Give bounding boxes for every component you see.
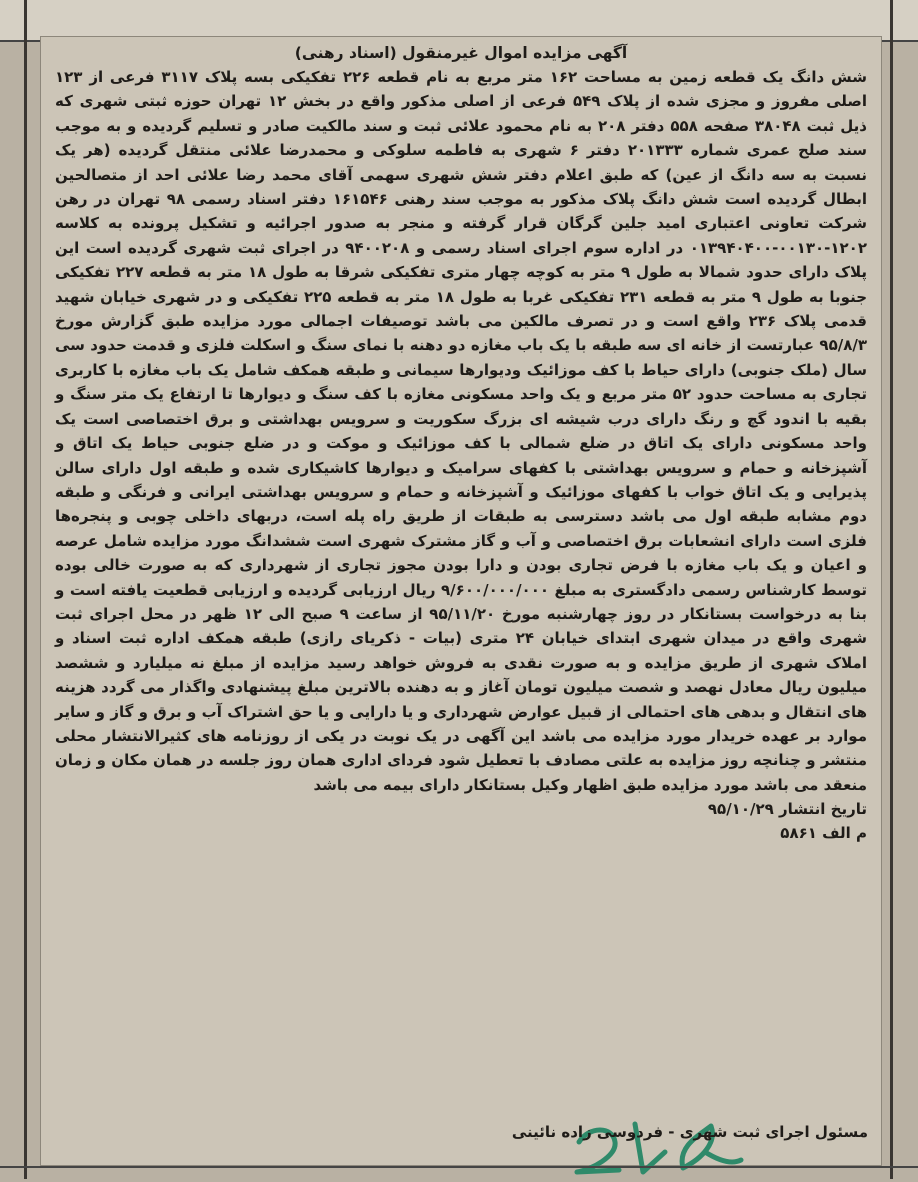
newspaper-clipping xyxy=(40,36,882,1166)
notice-body-paragraph: شش دانگ یک قطعه زمین به مساحت ۱۶۲ متر مربع به نام قطعه ۲۲۶ تفکیکی بسه پلاک ۳۱۱۷ فرعی از ۱۲۳ اصلی مفروز و مجزی شده از پلاک ۵۴۹ فرعی از اصلی مذکور واقع در بخش ۱۲ تهران حوزه ثبتی شهری که ذیل ثبت ۳۸۰۴۸ صفحه ۵۵۸ دفتر ۲۰۸ به نام محمود علائی ثبت و سند مالکیت صادر و تسلیم گردیده و به موجب سند صلح عمری شماره ۲۰۱۳۳۳ دفتر ۶ شهری به فاطمه سلوکی و محمدرضا علائی منتقل گردیده (هر یک نسبت به سه دانگ از عین) که طبق اعلام دفتر شش شهری سهمی آقای محمد رضا علائی احد از متصالحین ابطال گردیده است شش دانگ پلاک مذکور به موجب سند رهنی ۱۶۱۵۴۶ دفتر اسناد رسمی ۹۸ تهران در رهن شرکت تعاونی اعتباری امید جلین گرگان قرار گرفته و منجر به صدور اجرائیه و تشکیل پرونده به کلاسه ۱۲۰۲-۰۰۱۳۰-۰۱۳۹۴۰۴۰۰ در اداره سوم اجرای اسناد رسمی و ۹۴۰۰۲۰۸ در اجرای ثبت شهری گردیده است این پلاک دارای حدود شمالا به طول ۹ متر به کوچه چهار متری تفکیکی شرقا به طول ۱۸ متر به قطعه ۲۲۷ تفکیکی جنوبا به طول ۹ متر به قطعه ۲۳۱ تفکیکی غربا به طول ۱۸ متر به قطعه ۲۲۵ تفکیکی و در شهری خیابان شهید قدمی پلاک ۲۳۶ واقع است و در تصرف مالکین می باشد توصیفات اجمالی مورد مزایده طبق گزارش مورخ ۹۵/۸/۳ عبارتست از خانه ای سه طبقه با یک باب مغازه دو دهنه با نمای سنگ و اسکلت فلزی و قدمت حدود سی سال (ملک جنوبی) دارای حیاط با کف موزائیک ودیوارها سیمانی و طبقه همکف شامل یک باب مغازه با کاربری تجاری به مساحت حدود ۵۲ متر مربع و یک واحد مسکونی مغازه با کف سنگ و دیوارها تا ارتفاع یک متر سنگ و بقیه با اندود گچ و رنگ دارای درب شیشه ای بزرگ سکوریت و سرویس بهداشتی و برق اختصاصی است یک واحد مسکونی دارای یک اتاق در ضلع شمالی با کف موزائیک و موکت و در ضلع جنوبی حیاط یک اتاق و آشپزخانه و حمام و سرویس بهداشتی با کفهای سرامیک و دیوارها کاشیکاری شده و طبقه اول دارای سالن پذیرایی و یک اتاق خواب با کفهای موزائیک و آشپزخانه و حمام و سرویس بهداشتی ایرانی و فرنگی و طبقه دوم مشابه طبقه اول می باشد دسترسی به طبقات از طریق راه پله است، دربهای داخلی چوبی و پنجره‌ها فلزی است دارای انشعابات برق اختصاصی و آب و گاز مشترک شهری است ششدانگ مورد مزایده شامل عرصه و اعیان و یک باب مغازه با فرض تجاری بودن و دارا بودن مجوز تجاری از شهرداری که به صورت خالی بوده توسط کارشناس رسمی دادگستری به مبلغ ۹/۶۰۰/۰۰۰/۰۰۰ ریال ارزیابی گردیده و ارزیابی قطعیت یافته است و بنا به درخواست بستانکار در روز چهارشنبه مورخ ۹۵/۱۱/۲۰ از ساعت ۹ صبح الی ۱۲ ظهر در محل اجرای ثبت شهری واقع در میدان شهری ابتدای خیابان ۲۴ متری (بیات - ذکریای رازی) طبقه همکف اداره ثبت اسناد و املاک شهری از طریق مزایده و به صورت نقدی به فروش خواهد رسید مزایده از مبلغ نه میلیارد و ششصد میلیون ریال معادل نهصد و شصت میلیون تومان آغاز و به دهنده بالاترین مبلغ پیشنهادی واگذار می گردد هزینه های انتقال و بدهی های احتمالی از قبیل عوارض شهرداری و یا دارایی و یا حق اشتراک آب و برق و گاز و سایر موارد بر عهده خریدار مورد مزایده می باشد این آگهی در یک نوبت در یکی از روزنامه های کثیرالانتشار محلی منتشر و چنانچه روز مزایده به علتی مصادف با تعطیل شود فردای اداری همان روز جلسه در همان مکان و زمان منعقد می باشد مورد مزایده طبق اظهار وکیل بستانکار دارای بیمه می باشد xyxy=(55,68,868,794)
auction-notice xyxy=(41,37,881,1165)
bottom-rule xyxy=(0,1166,918,1168)
notice-body xyxy=(55,65,867,797)
column-rule-left xyxy=(24,0,27,1179)
reference-code: م الف ۵۸۶۱ xyxy=(780,824,867,843)
notice-title: آگهی مزایده اموال غیرمنقول (اسناد رهنی) xyxy=(294,44,628,62)
signature-line: مسئول اجرای ثبت شهری - فردوسی زاده نائینی xyxy=(511,1123,868,1141)
publication-date: تاریخ انتشار ۹۵/۱۰/۲۹ xyxy=(707,800,867,819)
column-rule-right xyxy=(890,0,893,1179)
